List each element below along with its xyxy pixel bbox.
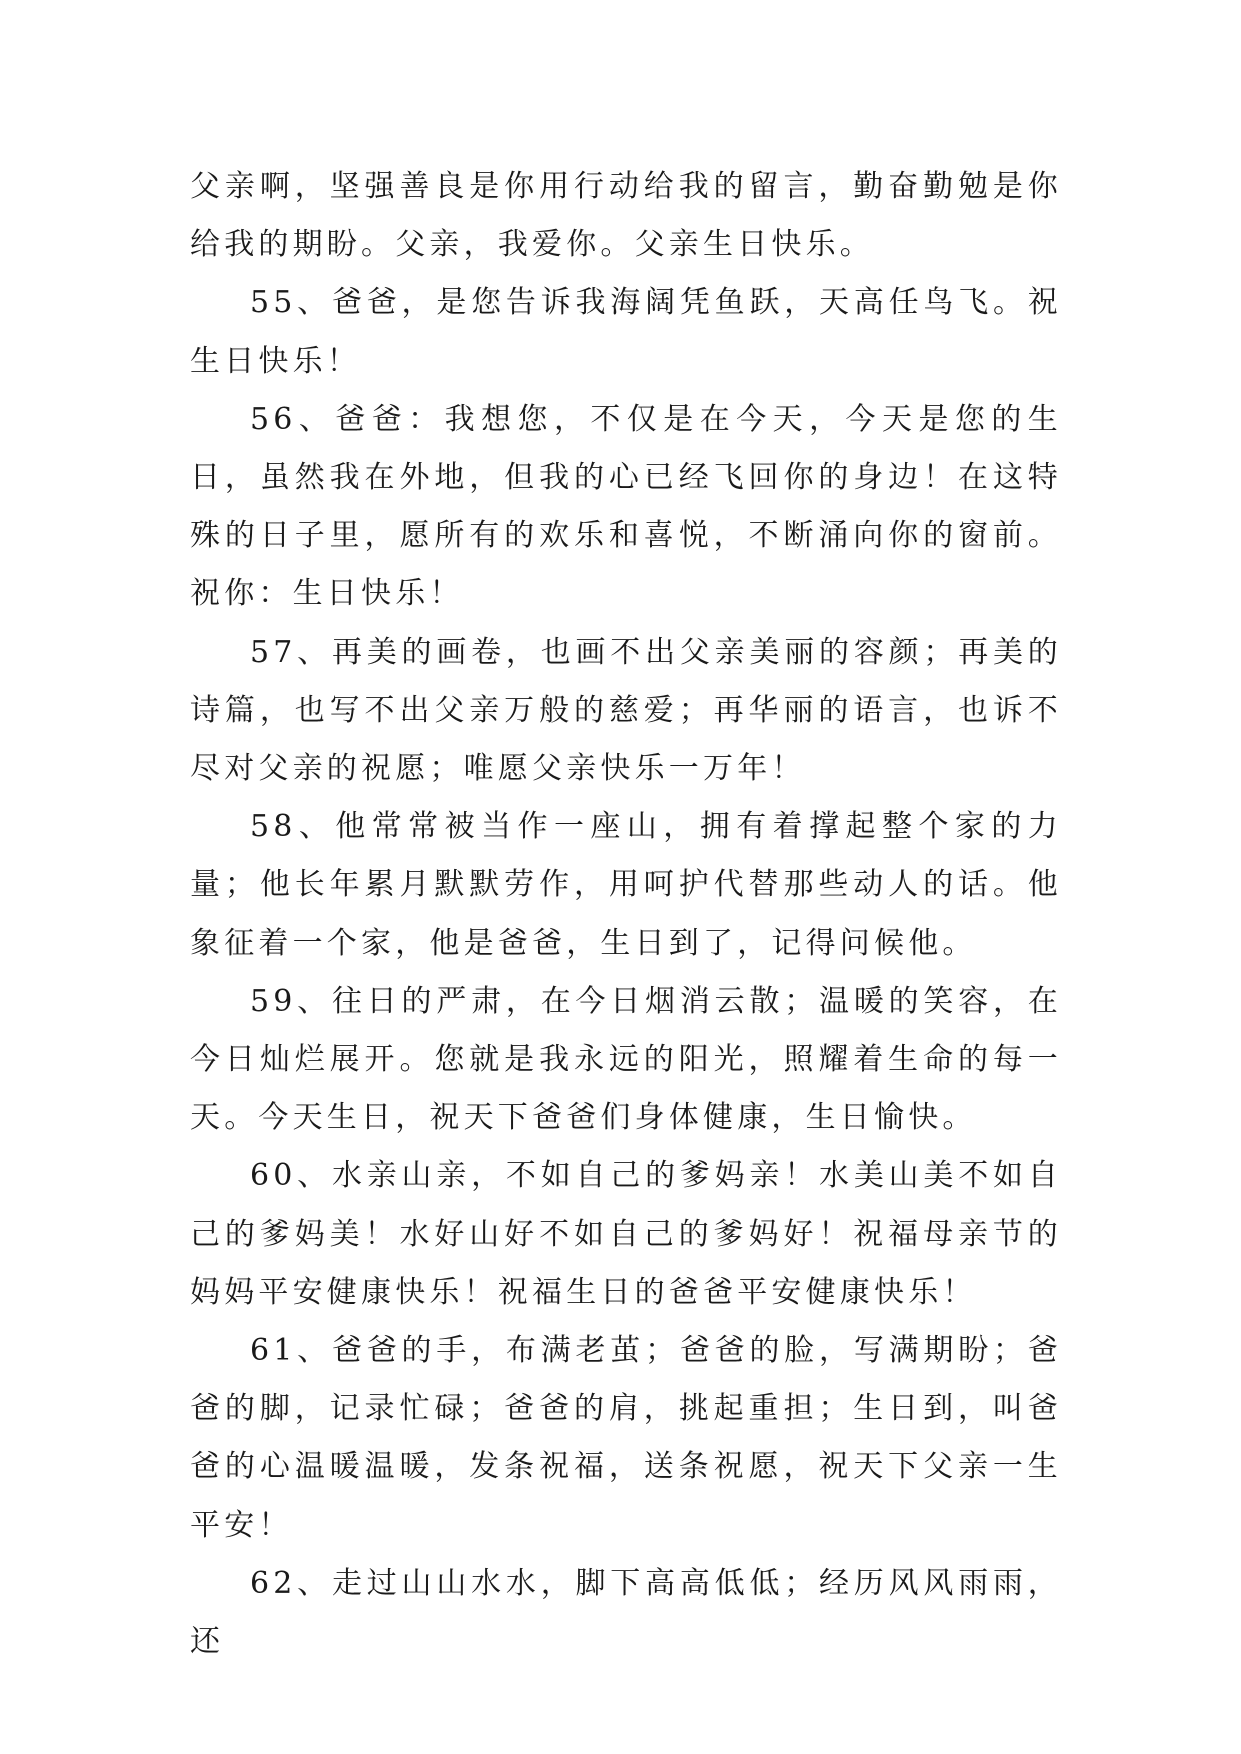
paragraph-61: 61、爸爸的手，布满老茧；爸爸的脸，写满期盼；爸爸的脚，记录忙碌；爸爸的肩，挑起重担；生日到，叫爸爸的心温暖温暖，发条祝福，送条祝愿，祝天下父亲一生平安！ — [190, 1333, 1062, 1543]
paragraph-55: 55、爸爸，是您告诉我海阔凭鱼跃，天高任鸟飞。祝生日快乐！ — [190, 285, 1062, 379]
paragraph-56: 56、爸爸：我想您，不仅是在今天，今天是您的生日，虽然我在外地，但我的心已经飞回你的身边！在这特殊的日子里，愿所有的欢乐和喜悦，不断涌向你的窗前。祝你：生日快乐！ — [190, 401, 1062, 612]
paragraph-60: 60、水亲山亲，不如自己的爹妈亲！水美山美不如自己的爹妈美！水好山好不如自己的爹妈好！祝福母亲节的妈妈平安健康快乐！祝福生日的爸爸平安健康快乐！ — [190, 1158, 1062, 1310]
paragraph-58: 58、他常常被当作一座山，拥有着撑起整个家的力量；他长年累月默默劳作，用呵护代替那些动人的话。他象征着一个家，他是爸爸，生日到了，记得问候他。 — [190, 809, 1062, 961]
paragraph-57: 57、再美的画卷，也画不出父亲美丽的容颜；再美的诗篇，也写不出父亲万般的慈爱；再华丽的语言，也诉不尽对父亲的祝愿；唯愿父亲快乐一万年！ — [190, 634, 1062, 787]
paragraph-62: 62、走过山山水水，脚下高高低低；经历风风雨雨，还 — [190, 1565, 1062, 1660]
paragraph-59: 59、往日的严肃，在今日烟消云散；温暖的笑容，在今日灿烂展开。您就是我永远的阳光，照耀着生命的每一天。今天生日，祝天下爸爸们身体健康，生日愉快。 — [190, 983, 1062, 1136]
paragraph-continued: 父亲啊，坚强善良是你用行动给我的留言，勤奋勤勉是你给我的期盼。父亲，我爱你。父亲生日快乐。 — [190, 169, 1062, 263]
document-body — [190, 158, 1062, 1671]
